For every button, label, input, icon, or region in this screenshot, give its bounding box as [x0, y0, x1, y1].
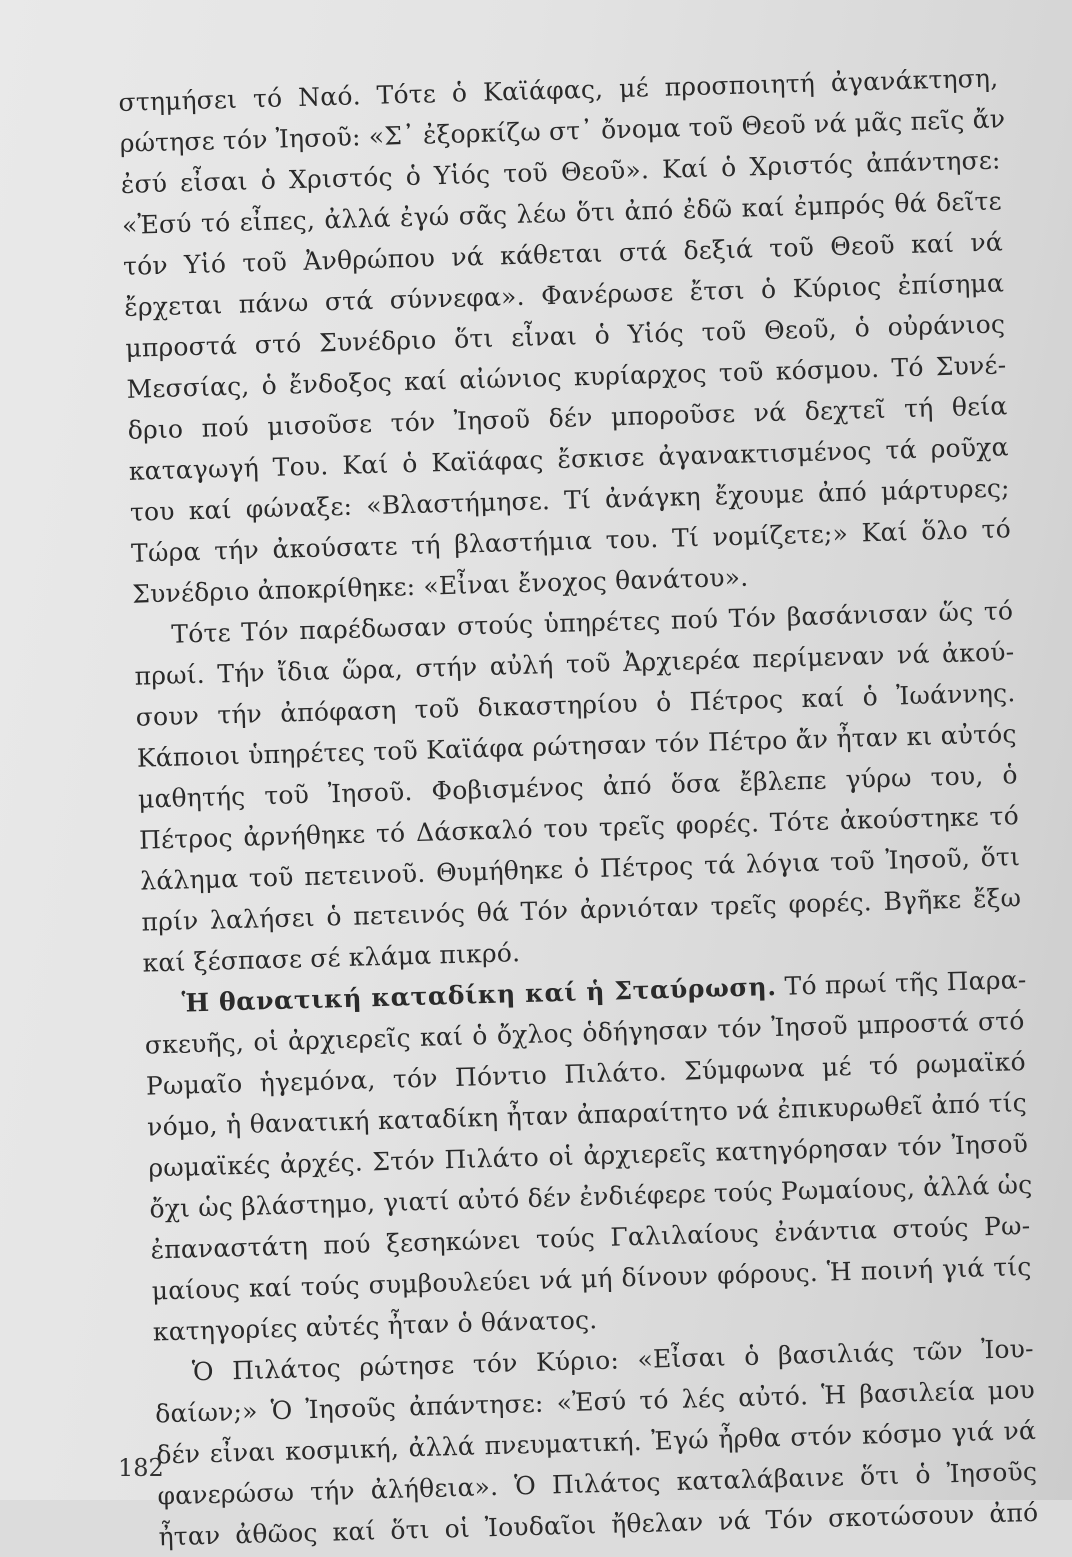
text-line: νόμο, ἡ θανατική καταδίκη ἦταν ἀπαραίτητο νά ἐπικυρωθεῖ ἀπό τίς: [146, 1088, 1028, 1142]
text-line: πρίν λαλήσει ὁ πετεινός θά Τόν ἀρνιόταν τρεῖς φορές. Βγῆκε ἔξω: [141, 883, 1022, 937]
text-line: κατηγορίες αὐτές ἦταν ὁ θάνατος.: [152, 1305, 598, 1347]
text-line: Τό πρωί τῆς Παρα-: [784, 964, 1027, 1001]
text-line: Ρωμαῖο ἡγεμόνα, τόν Πόντιο Πιλάτο. Σύμφωνα μέ τό ρωμαϊκό: [145, 1047, 1027, 1101]
text-line: δαίων;» Ὁ Ἰησοῦς ἀπάντησε: «Ἐσύ τό λές αὐτό. Ἡ βασιλεία μου: [154, 1374, 1036, 1429]
section-heading: Ἡ θανατική καταδίκη καί ἡ Σταύρωση.: [181, 971, 777, 1018]
text-line: Μεσσίας, ὁ ἔνδοξος καί αἰώνιος κυρίαρχος τοῦ κόσμου. Τό Συνέ-: [126, 350, 1007, 404]
text-line: «Ἐσύ τό εἶπες, ἀλλά ἐγώ σᾶς λέω ὅτι ἀπό ἐδῶ καί ἐμπρός θά δεῖτε: [121, 186, 1003, 240]
text-line: καί ξέσπασε σέ κλάμα πικρό.: [142, 938, 521, 978]
text-line: τόν Υἱό τοῦ Ἀνθρώπου νά κάθεται στά δεξιά τοῦ Θεοῦ καί νά: [122, 227, 1004, 281]
text-line: στημήσει τό Ναό. Τότε ὁ Καϊάφας, μέ προσποιητή ἀγανάκτηση,: [118, 63, 999, 117]
text-line: δριο πού μισοῦσε τόν Ἰησοῦ δέν μποροῦσε νά δεχτεῖ τή θεία: [127, 391, 1008, 445]
text-line: ρωμαϊκές ἀρχές. Στόν Πιλάτο οἱ ἀρχιερεῖς κατηγόρησαν τόν Ἰησοῦ: [147, 1129, 1029, 1183]
text-line: δέν εἶναι κοσμική, ἀλλά πνευματική. Ἐγώ ἦρθα στόν κόσμο γιά νά: [155, 1415, 1037, 1470]
text-line: ἐπαναστάτη πού ξεσηκώνει τούς Γαλιλαίους ἐνάντια στούς Ρω-: [150, 1210, 1031, 1265]
text-line: μπροστά στό Συνέδριο ὅτι εἶναι ὁ Υἱός τοῦ Θεοῦ, ὁ οὐράνιος: [125, 309, 1006, 363]
text-line: σκευῆς, οἱ ἀρχιερεῖς καί ὁ ὄχλος ὁδήγησαν τόν Ἰησοῦ μπροστά στό: [144, 1006, 1025, 1060]
text-line: πρωί. Τήν ἴδια ὥρα, στήν αὐλή τοῦ Ἀρχιερέα περίμεναν νά ἀκού-: [134, 637, 1015, 691]
text-line: ἔρχεται πάνω στά σύννεφα». Φανέρωσε ἔτσι ὁ Κύριος ἐπίσημα: [123, 268, 1005, 322]
text-line: του καί φώναξε: «Βλαστήμησε. Τί ἀνάγκη ἔχουμε ἀπό μάρτυρες;: [129, 473, 1011, 527]
text-line: ἦταν ἀθῶος καί ὅτι οἱ Ἰουδαῖοι ἤθελαν νά Τόν σκοτώσουν ἀπό: [158, 1497, 1039, 1552]
text-line: λάλημα τοῦ πετεινοῦ. Θυμήθηκε ὁ Πέτρος τά λόγια τοῦ Ἰησοῦ, ὅτι: [139, 842, 1021, 896]
text-line: Συνέδριο ἀποκρίθηκε: «Εἶναι ἔνοχος θανάτου».: [131, 562, 749, 609]
text-line: ὄχι ὡς βλάστημο, γιατί αὐτό δέν ἐνδιέφερε τούς Ρωμαίους, ἀλλά ὡς: [149, 1169, 1033, 1224]
text-line: μαίους καί τούς συμβουλεύει νά μή δίνουν φόρους. Ἡ ποινή γιά τίς: [151, 1251, 1032, 1306]
text-line: Τώρα τήν ἀκούσατε τή βλαστήμια του. Τί νομίζετε;» Καί ὅλο τό: [130, 514, 1012, 568]
text-line: Κάποιοι ὑπηρέτες τοῦ Καϊάφα ρώτησαν τόν Πέτρο ἄν ἦταν κι αὐτός: [136, 719, 1017, 773]
text-line: καταγωγή Του. Καί ὁ Καϊάφας ἔσκισε ἀγανακτισμένος τά ροῦχα: [128, 432, 1009, 486]
text-line: σουν τήν ἀπόφαση τοῦ δικαστηρίου ὁ Πέτρος καί ὁ Ἰωάννης.: [135, 678, 1016, 732]
page-number: 182: [118, 1454, 164, 1482]
text-line: Πέτρος ἀρνήθηκε τό Δάσκαλό του τρεῖς φορές. Τότε ἀκούστηκε τό: [138, 801, 1020, 855]
text-line: ἐσύ εἶσαι ὁ Χριστός ὁ Υἱός τοῦ Θεοῦ». Καί ὁ Χριστός ἀπάντησε:: [120, 145, 1001, 199]
text-line: Τότε Τόν παρέδωσαν στούς ὑπηρέτες πού Τόν βασάνισαν ὥς τό: [171, 596, 1014, 649]
text-line: ρώτησε τόν Ἰησοῦ: «Σ᾿ ἐξορκίζω στ᾿ ὄνομα τοῦ Θεοῦ νά μᾶς πεῖς ἄν: [119, 104, 1006, 158]
text-line: φανερώσω τήν ἀλήθεια». Ὁ Πιλάτος καταλάβαινε ὅτι ὁ Ἰησοῦς: [157, 1456, 1038, 1511]
text-line: Ὁ Πιλάτος ρώτησε τόν Κύριο: «Εἶσαι ὁ βασιλιάς τῶν Ἰου-: [191, 1333, 1035, 1387]
body-text: [118, 57, 1039, 1557]
text-line: μαθητής τοῦ Ἰησοῦ. Φοβισμένος ἀπό ὅσα ἔβλεπε γύρω του, ὁ: [137, 760, 1019, 814]
